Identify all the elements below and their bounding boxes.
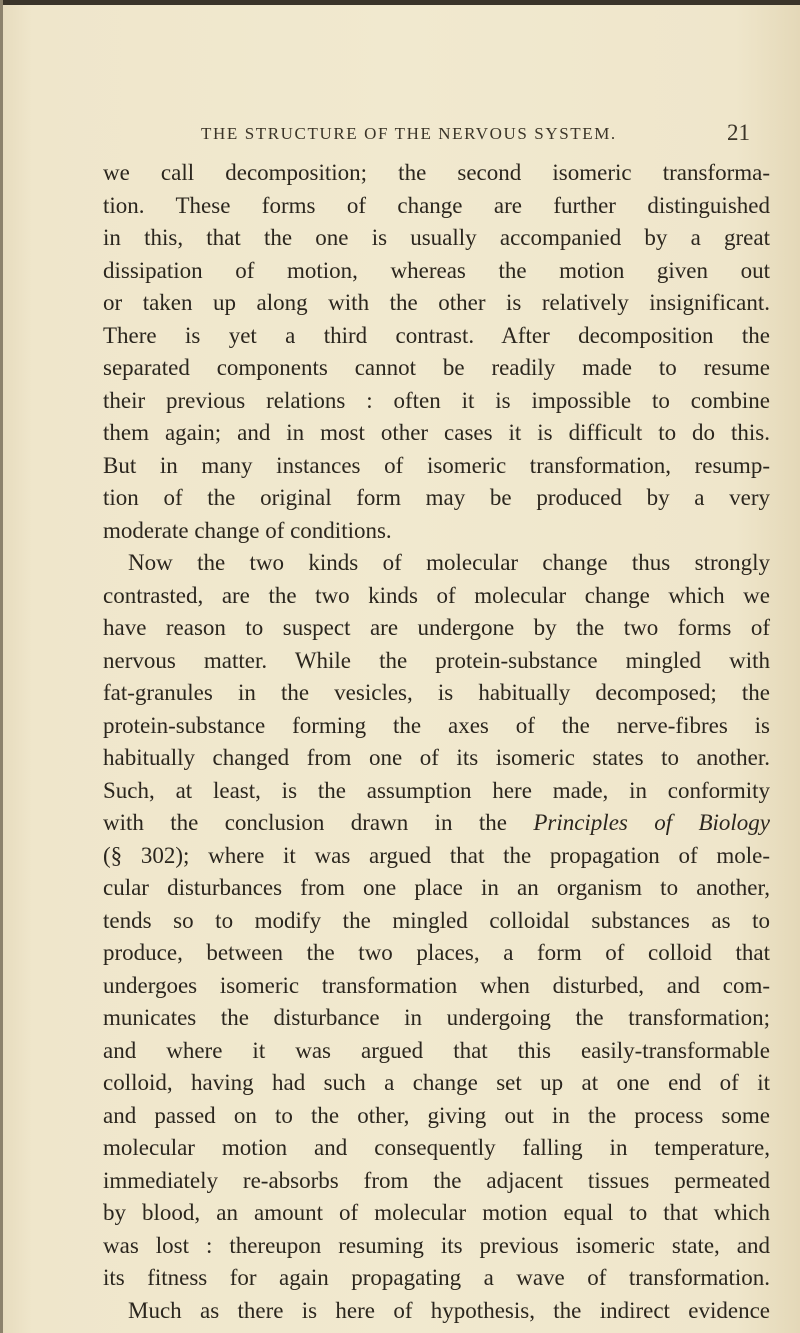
text-line: municates the disturbance in undergoing the transformation; (103, 1005, 770, 1030)
text-segment: with the conclusion drawn in the (103, 810, 507, 835)
text-line: colloid, having had such a change set up at one end of it (103, 1070, 770, 1095)
text-line: But in many instances of isomeric transformation, resump- (103, 452, 770, 478)
text-line: Much as there is here of hypothesis, the indirect evidence (128, 1297, 770, 1323)
text-line: in this, that the one is usually accompanied by a great (103, 225, 770, 250)
text-line: There is yet a third contrast. After decomposition the (103, 322, 770, 348)
text-line: separated components cannot be readily made to resume (103, 355, 770, 380)
text-line: Now the two kinds of molecular change thus strongly (128, 550, 770, 575)
text-line: molecular motion and consequently falling in temperature, (103, 1135, 770, 1160)
text-line: and passed on to the other, giving out in the process some (103, 1102, 770, 1128)
text-line: them again; and in most other cases it is difficult to do this. (103, 420, 770, 445)
text-line: moderate change of conditions. (103, 517, 392, 543)
body-text (103, 157, 770, 1327)
text-line-with-title (103, 807, 770, 840)
text-line: their previous relations : often it is impossible to combine (103, 387, 770, 413)
book-title-italic: Principles of Biology (533, 810, 771, 835)
text-line: we call decomposition; the second isomeric transforma- (103, 160, 770, 185)
text-line: Such, at least, is the assumption here made, in conformity (103, 777, 770, 803)
text-line: have reason to suspect are undergone by the two forms of (103, 615, 770, 640)
text-line: its fitness for again propagating a wave of transformation. (103, 1265, 770, 1290)
running-title: THE STRUCTURE OF THE NERVOUS SYSTEM. (201, 124, 617, 143)
text-line: protein-substance forming the axes of the nerve-fibres is (103, 712, 770, 738)
text-line: dissipation of motion, whereas the motion given out (103, 257, 770, 283)
text-line: nervous matter. While the protein-substance mingled with (103, 647, 770, 673)
top-rule (0, 0, 800, 5)
running-head (100, 120, 760, 150)
page-edge (0, 0, 3, 1333)
text-line: (§ 302); where it was argued that the propagation of mole- (103, 842, 770, 868)
text-line: was lost : thereupon resuming its previous isomeric state, and (103, 1232, 770, 1258)
text-line: undergoes isomeric transformation when disturbed, and com- (103, 972, 770, 998)
text-line: cular disturbances from one place in an organism to another, (103, 875, 770, 900)
text-line: immediately re-absorbs from the adjacent tissues permeated (103, 1167, 770, 1193)
text-line: by blood, an amount of molecular motion equal to that which (103, 1200, 770, 1225)
text-line: tends so to modify the mingled colloidal substances as to (103, 907, 770, 933)
text-line: produce, between the two places, a form of colloid that (103, 940, 770, 965)
text-line: or taken up along with the other is relatively insignificant. (103, 290, 770, 315)
text-line: habitually changed from one of its isomeric states to another. (103, 745, 770, 770)
page-number: 21 (727, 120, 750, 145)
text-line: tion. These forms of change are further distinguished (103, 192, 770, 218)
text-line: tion of the original form may be produced by a very (103, 485, 770, 510)
text-line: fat-granules in the vesicles, is habitually decomposed; the (103, 680, 770, 705)
text-line: and where it was argued that this easily-transformable (103, 1037, 770, 1063)
text-line: contrasted, are the two kinds of molecular change which we (103, 582, 770, 608)
